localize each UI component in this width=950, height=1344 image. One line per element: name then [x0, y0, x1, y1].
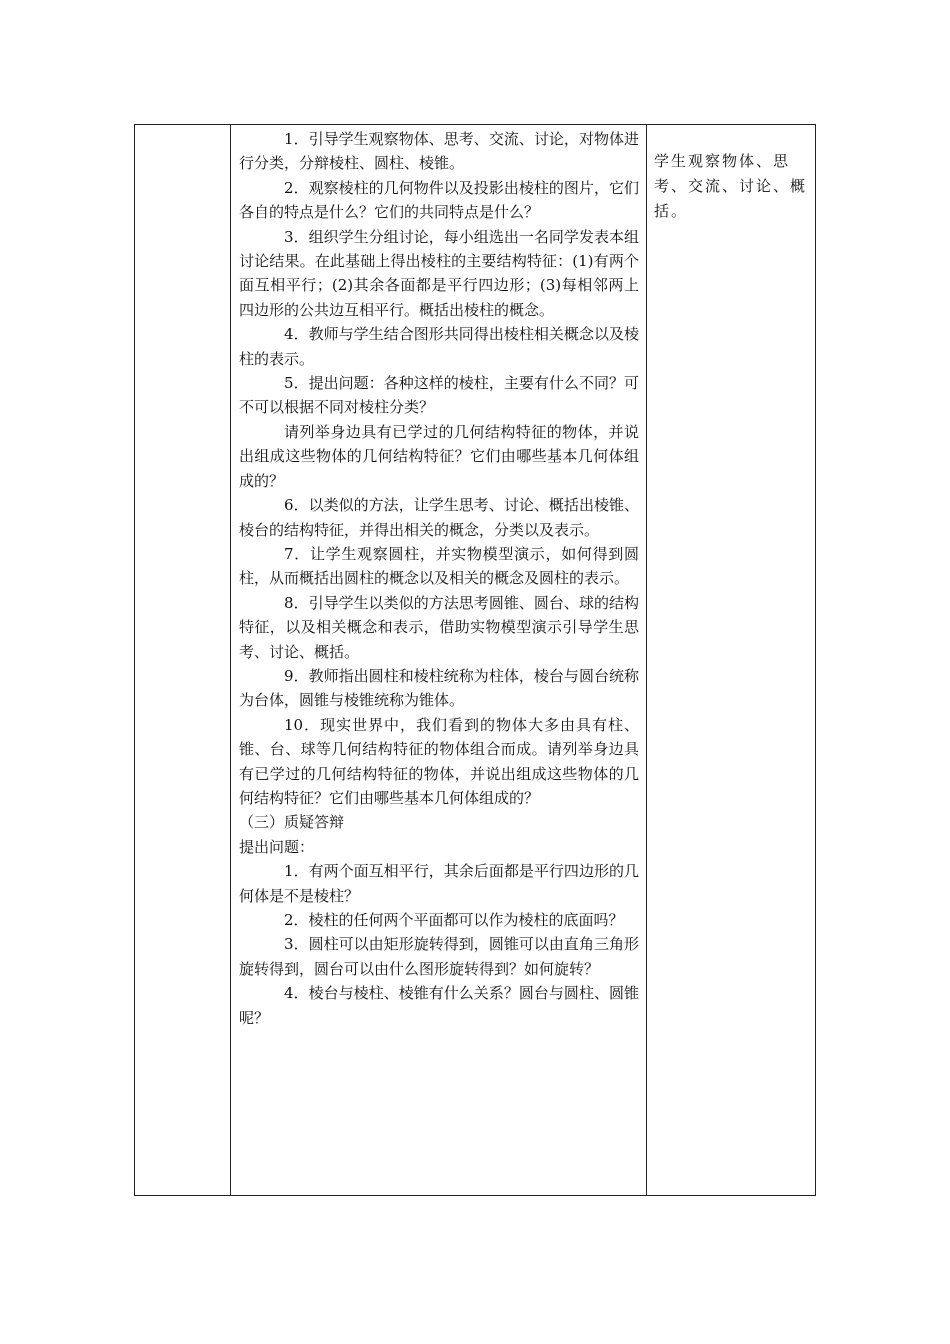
paragraph-3: 3．组织学生分组讨论，每小组选出一名同学发表本组讨论结果。在此基础上得出棱柱的主要结构特征：(1)有两个面互相平行；(2)其余各面都是平行四边形；(3)每相邻两上四边形的公共边互相平行。概括出棱柱的概念。: [239, 227, 639, 319]
column-divider-right: [646, 125, 647, 1195]
section-heading: （三）质疑答辩: [239, 813, 345, 832]
paragraph-10: 10．现实世界中，我们看到的物体大多由具有柱、锥、台、球等几何结构特征的物体组合而成。请列举身边具有已学过的几何结构特征的物体，并说出组成这些物体的几何结构特征？它们由哪些基本几何体组成的？: [239, 715, 639, 807]
student-activity-text: 学生观察物体、思考、交流、讨论、概括。: [654, 152, 808, 220]
student-activity-cell: [654, 149, 810, 224]
question-4: 4．棱台与棱柱、棱锥有什么关系？圆台与圆柱、圆锥呢？: [239, 984, 639, 1027]
question-3: 3．圆柱可以由矩形旋转得到，圆锥可以由直角三角形旋转得到，圆台可以由什么图形旋转得到？如何旋转？: [239, 935, 639, 978]
teaching-process-cell: [239, 127, 639, 1030]
paragraph-9: 9．教师指出圆柱和棱柱统称为柱体，棱台与圆台统称为台体，圆锥与棱锥统称为锥体。: [239, 666, 639, 710]
questions-intro: 提出问题：: [239, 837, 315, 856]
paragraph-6: 6．以类似的方法，让学生思考、讨论、概括出棱锥、棱台的结构特征，并得出相关的概念，分类以及表示。: [239, 496, 639, 539]
question-2: 2．棱柱的任何两个平面都可以作为棱柱的底面吗？: [284, 911, 624, 929]
paragraph-5-followup: 请列举身边具有已学过的几何结构特征的物体，并说出组成这些物体的几何结构特征？它们由哪些基本几何体组成的？: [239, 422, 639, 490]
paragraph-1: 1．引导学生观察物体、思考、交流、讨论，对物体进行分类，分辩棱柱、圆柱、棱锥。: [239, 130, 639, 173]
paragraph-2: 2．观察棱柱的几何物件以及投影出棱柱的图片，它们各自的特点是什么？它们的共同特点是什么？: [239, 178, 639, 222]
paragraph-5: 5．提出问题：各种这样的棱柱，主要有什么不同？可不可以根据不同对棱柱分类？: [239, 374, 639, 417]
column-divider-left: [230, 125, 231, 1195]
paragraph-4: 4．教师与学生结合图形共同得出棱柱相关概念以及棱柱的表示。: [239, 325, 639, 368]
paragraph-7: 7．让学生观察圆柱，并实物模型演示，如何得到圆柱，从而概括出圆柱的概念以及相关的概念及圆柱的表示。: [239, 544, 639, 588]
lesson-table: [134, 124, 816, 1196]
paragraph-8: 8．引导学生以类似的方法思考圆锥、圆台、球的结构特征，以及相关概念和表示，借助实物模型演示引导学生思考、讨论、概括。: [239, 593, 639, 661]
question-1: 1．有两个面互相平行，其余后面都是平行四边形的几何体是不是棱柱？: [239, 862, 639, 905]
